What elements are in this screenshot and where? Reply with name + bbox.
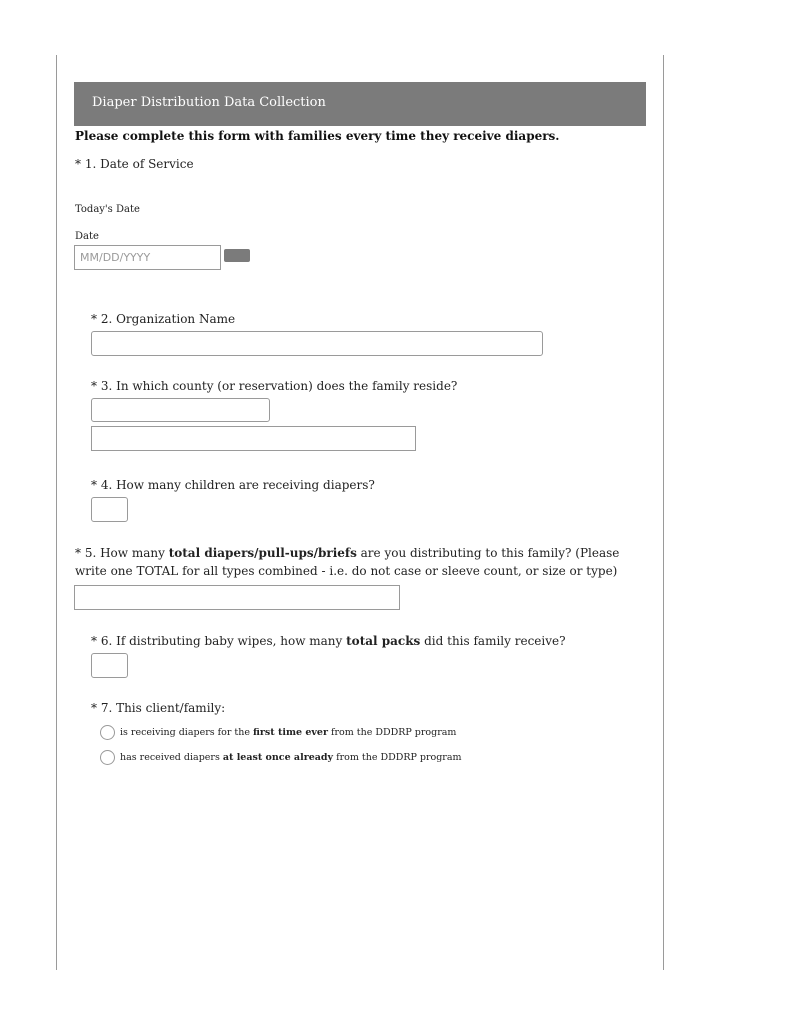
- q2-label: * 2. Organization Name: [91, 312, 236, 326]
- total-diapers-input[interactable]: [74, 585, 400, 610]
- option-text-prefix: has received diapers: [120, 752, 223, 763]
- q5-label-bold: total diapers/pull-ups/briefs: [168, 546, 357, 560]
- radio-option-label: [120, 727, 456, 738]
- q6-label-bold: total packs: [346, 634, 421, 648]
- option-text-bold: at least once already: [222, 752, 334, 763]
- form-intro: Please complete this form with families every time they receive diapers.: [75, 129, 560, 143]
- q3-label: * 3. In which county (or reservation) does the family reside?: [91, 379, 458, 393]
- radio-button[interactable]: [100, 750, 115, 765]
- q6-label: [91, 634, 566, 648]
- county-other-input[interactable]: [91, 426, 416, 451]
- q5-label: [75, 546, 619, 560]
- form-header: [74, 82, 646, 126]
- q6-label-prefix: * 6. If distributing baby wipes, how many: [91, 634, 347, 648]
- calendar-icon[interactable]: [224, 249, 250, 262]
- radio-option-first-time[interactable]: [100, 724, 456, 741]
- radio-option-label: [120, 752, 462, 763]
- date-input[interactable]: [74, 245, 221, 270]
- county-select[interactable]: [91, 398, 270, 422]
- q1-label: * 1. Date of Service: [75, 157, 194, 171]
- q4-label: * 4. How many children are receiving diapers?: [91, 478, 375, 492]
- page-border-left: [56, 55, 57, 970]
- option-text-bold: first time ever: [253, 727, 328, 738]
- option-text-suffix: from the DDDRP program: [333, 752, 462, 763]
- option-text-suffix: from the DDDRP program: [327, 727, 457, 738]
- q5-label-line2: write one TOTAL for all types combined - i.e. do not case or sleeve count, or size or type): [75, 564, 618, 578]
- q1-date-label: Date: [75, 231, 99, 242]
- q5-label-suffix: are you distributing to this family? (Please: [356, 546, 620, 560]
- q6-label-suffix: did this family receive?: [420, 634, 566, 648]
- radio-option-returning[interactable]: [100, 749, 462, 766]
- wipes-packs-input[interactable]: [91, 653, 128, 678]
- form-title: Diaper Distribution Data Collection: [92, 95, 326, 110]
- option-text-prefix: is receiving diapers for the: [120, 727, 253, 738]
- page-border-right: [663, 55, 664, 970]
- q5-label-prefix: * 5. How many: [75, 546, 169, 560]
- organization-name-input[interactable]: [91, 331, 543, 356]
- q1-sub-label: Today's Date: [75, 204, 140, 215]
- children-count-input[interactable]: [91, 497, 128, 522]
- radio-button[interactable]: [100, 725, 115, 740]
- q7-label: * 7. This client/family:: [91, 701, 226, 715]
